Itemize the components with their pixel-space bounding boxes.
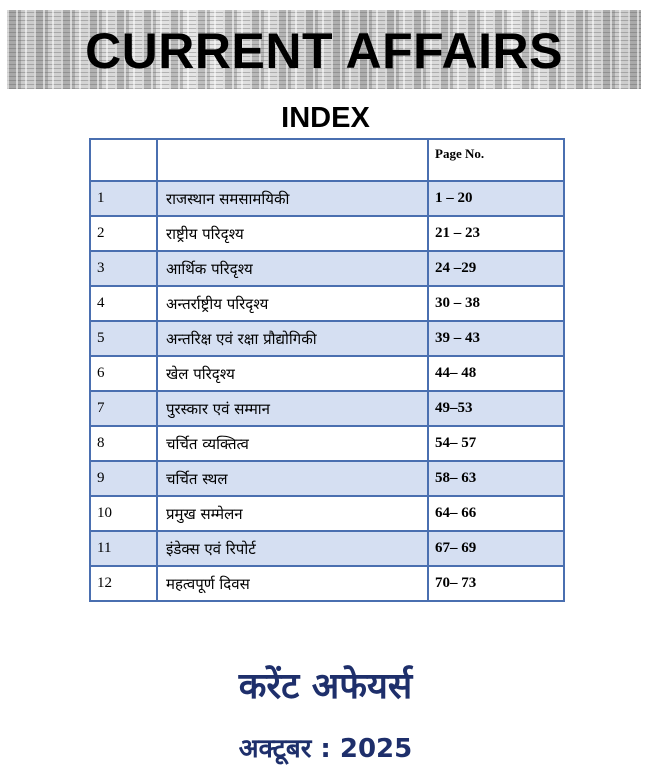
header-cell-number <box>90 139 157 181</box>
row-topic-cell: प्रमुख सम्मेलन <box>157 496 428 531</box>
table-row <box>90 321 564 356</box>
index-heading: INDEX <box>281 102 370 134</box>
row-number-cell: 2 <box>90 216 157 251</box>
row-number-cell: 7 <box>90 391 157 426</box>
row-pages-cell: 30 – 38 <box>428 286 564 321</box>
row-number-cell: 9 <box>90 461 157 496</box>
table-row <box>90 426 564 461</box>
table-row <box>90 391 564 426</box>
table-row <box>90 181 564 216</box>
row-number-cell: 10 <box>90 496 157 531</box>
row-topic-cell: अन्तरिक्ष एवं रक्षा प्रौद्योगिकी <box>157 321 428 356</box>
row-number-cell: 8 <box>90 426 157 461</box>
row-pages-cell: 39 – 43 <box>428 321 564 356</box>
table-row <box>90 531 564 566</box>
table-header-row <box>90 139 564 181</box>
row-pages-cell: 1 – 20 <box>428 181 564 216</box>
header-cell-page-no: Page No. <box>428 139 564 181</box>
row-number-cell: 11 <box>90 531 157 566</box>
table-row <box>90 251 564 286</box>
row-number-cell: 5 <box>90 321 157 356</box>
table-row <box>90 286 564 321</box>
row-pages-cell: 21 – 23 <box>428 216 564 251</box>
row-number-cell: 3 <box>90 251 157 286</box>
row-number-cell: 1 <box>90 181 157 216</box>
table-row <box>90 356 564 391</box>
row-topic-cell: राष्ट्रीय परिदृश्य <box>157 216 428 251</box>
row-topic-cell: खेल परिदृश्य <box>157 356 428 391</box>
row-topic-cell: चर्चित स्थल <box>157 461 428 496</box>
table-row <box>90 216 564 251</box>
row-topic-cell: अन्तर्राष्ट्रीय परिदृश्य <box>157 286 428 321</box>
row-topic-cell: इंडेक्स एवं रिपोर्ट <box>157 531 428 566</box>
table-row <box>90 461 564 496</box>
row-pages-cell: 49–53 <box>428 391 564 426</box>
footer-title: करेंट अफेयर्स <box>238 666 413 707</box>
table-row <box>90 566 564 601</box>
banner-title: CURRENT AFFAIRS <box>85 22 563 79</box>
row-number-cell: 4 <box>90 286 157 321</box>
index-table <box>89 138 565 602</box>
row-pages-cell: 44– 48 <box>428 356 564 391</box>
index-table-body <box>90 139 564 601</box>
row-pages-cell: 70– 73 <box>428 566 564 601</box>
row-pages-cell: 67– 69 <box>428 531 564 566</box>
row-topic-cell: आर्थिक परिदृश्य <box>157 251 428 286</box>
row-pages-cell: 24 –29 <box>428 251 564 286</box>
row-topic-cell: महत्वपूर्ण दिवस <box>157 566 428 601</box>
row-pages-cell: 64– 66 <box>428 496 564 531</box>
row-pages-cell: 58– 63 <box>428 461 564 496</box>
row-number-cell: 6 <box>90 356 157 391</box>
header-cell-topic <box>157 139 428 181</box>
footer-date: अक्टूबर : 2025 <box>238 734 413 764</box>
title-banner <box>7 10 641 89</box>
row-topic-cell: राजस्थान समसामयिकी <box>157 181 428 216</box>
row-number-cell: 12 <box>90 566 157 601</box>
row-topic-cell: पुरस्कार एवं सम्मान <box>157 391 428 426</box>
row-pages-cell: 54– 57 <box>428 426 564 461</box>
row-topic-cell: चर्चित व्यक्तित्व <box>157 426 428 461</box>
table-row <box>90 496 564 531</box>
